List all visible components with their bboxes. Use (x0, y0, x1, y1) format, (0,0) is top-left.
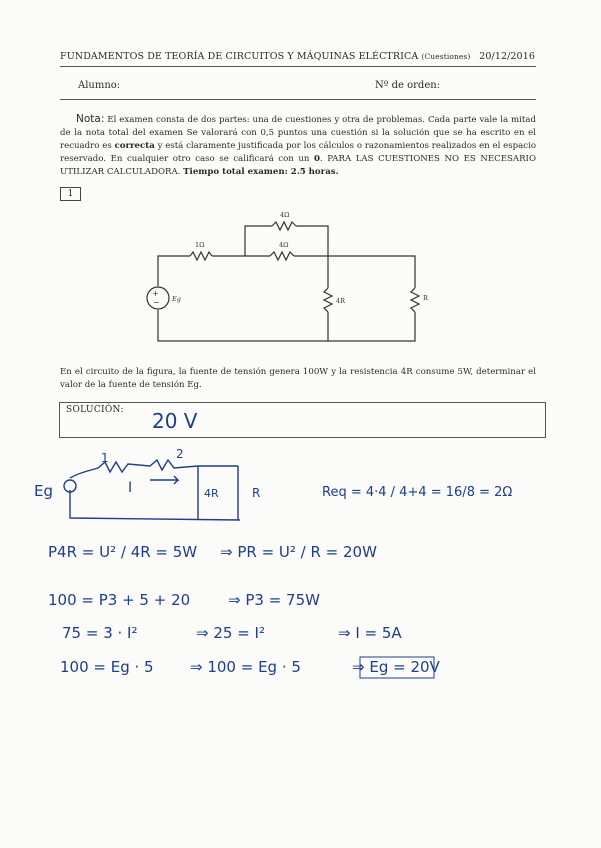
label-r-left: 1Ω (195, 241, 205, 249)
resistor-r (411, 288, 419, 312)
circuit-diagram (147, 222, 419, 341)
parallel-branch (245, 226, 272, 256)
resistor-4r (324, 288, 332, 312)
note-text-1: El examen consta de dos partes: una de cuestiones y otra de problemas. Cada parte vale la mitad de la nota total del examen Se valorará con 0,5 puntos una cuestión si la solución que se ha escrito en el recuadro es (60, 115, 536, 151)
calc-line-1a: P4R = U² / 4R = 5W (48, 543, 198, 561)
sketch-label-r: R (252, 486, 261, 500)
label-r: R (423, 294, 428, 302)
note-label: Nota: (76, 113, 105, 125)
note-text-3: . PARA LAS CUESTIONES NO ES NECESARIO UTILIZAR CALCULADORA. (60, 154, 536, 177)
wire-left (158, 256, 190, 286)
wire-bottom (158, 310, 415, 341)
equivalent-resistance: Req = 4·4 / 4+4 = 16/8 = 2Ω (322, 485, 513, 500)
label-source: Eg (172, 295, 181, 303)
calc-line-3c: ⇒ I = 5A (338, 624, 402, 642)
parallel-branch-right (296, 226, 328, 256)
calc-line-2a: 100 = P3 + 5 + 20 (48, 591, 191, 609)
note-text-2: y está claramente justificada por los cálculos o razonamientos realizados en el espacio reservado. En cualquier otro caso se calificará con un (60, 141, 536, 164)
wire-top-right (294, 256, 415, 288)
calc-line-4a: 100 = Eg · 5 (60, 658, 154, 676)
resistor-4ohm-mid (270, 252, 294, 260)
source-minus: − (153, 298, 160, 307)
calc-line-3b: ⇒ 25 = I² (196, 624, 265, 642)
sketch-wire-top (70, 460, 238, 478)
exam-part: (Cuestiones) (421, 52, 471, 61)
calc-line-4b: ⇒ 100 = Eg · 5 (190, 658, 301, 676)
sketch-label-1: 1 (101, 451, 109, 465)
label-r-mid: 4Ω (279, 241, 289, 249)
note-bold-2: 0 (314, 154, 320, 164)
student-name-label: Alumno: (78, 80, 121, 91)
calc-line-2b: ⇒ P3 = 75W (228, 591, 320, 609)
label-4r: 4R (336, 297, 346, 305)
sketch-label-4r: 4R (204, 487, 219, 500)
resistor-4ohm-top (272, 222, 296, 230)
sketch-label-i: I (128, 480, 133, 496)
question-text: En el circuito de la figura, la fuente de tensión genera 100W y la resistencia 4R consume 5W, determinar el valor de la fuente de tensión Eg. (60, 367, 536, 390)
sketch-label-eg: Eg (34, 482, 53, 500)
note-bold-1: correcta (114, 141, 155, 151)
resistor-1ohm (190, 252, 212, 260)
calc-line-1b: ⇒ PR = U² / R = 20W (220, 543, 377, 561)
question-number-box: 1 (60, 187, 81, 201)
handwritten-answer: 20 V (152, 409, 198, 433)
source-plus: + (152, 289, 159, 298)
solution-box (59, 402, 546, 438)
order-number-label: Nº de orden: (375, 80, 441, 91)
sketch-arrow (150, 476, 178, 484)
calc-line-3a: 75 = 3 · I² (62, 624, 138, 642)
calc-line-4c: ⇒ Eg = 20V (352, 658, 440, 676)
course-title: FUNDAMENTOS DE TEORÍA DE CIRCUITOS Y MÁQUINAS ELÉCTRICA (60, 51, 419, 62)
label-r-top: 4Ω (280, 211, 290, 219)
sketch-label-2: 2 (176, 447, 184, 461)
note-bold-3: Tiempo total examen: 2.5 horas. (183, 167, 339, 177)
exam-date: 20/12/2016 (479, 51, 535, 62)
solution-label: SOLUCIÓN: (66, 405, 124, 415)
